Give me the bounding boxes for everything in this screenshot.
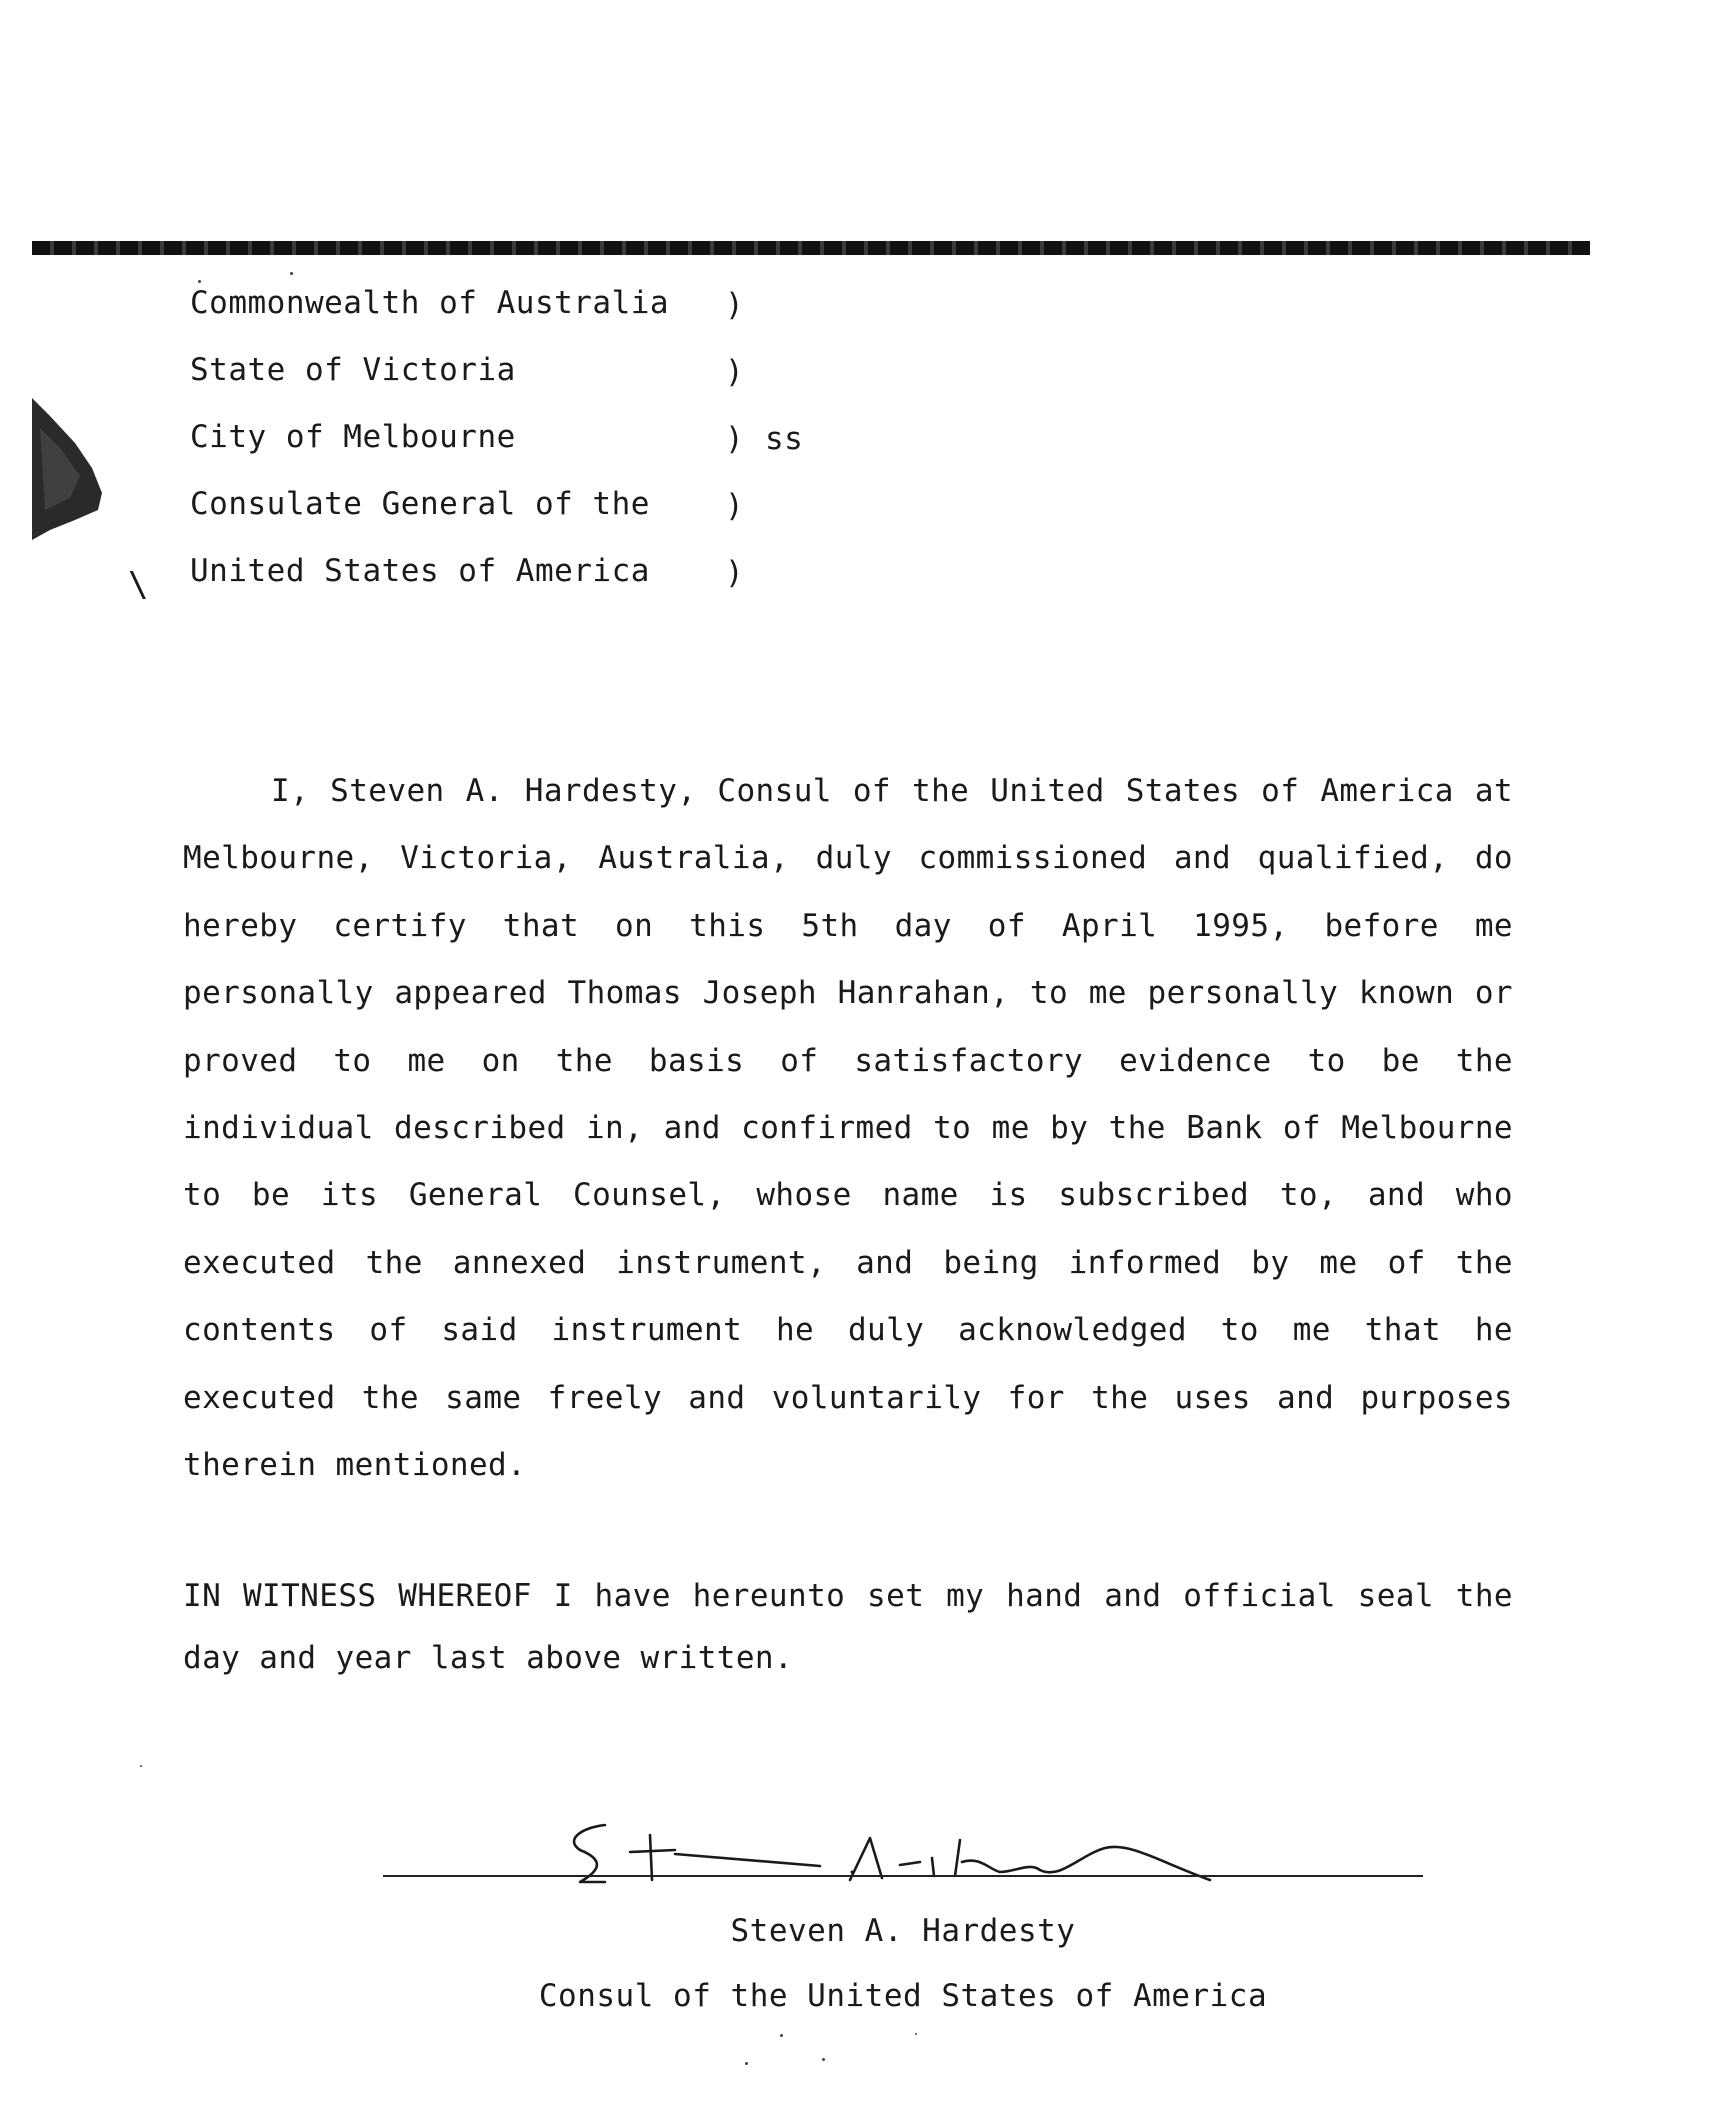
certificate-body: I, Steven A. Hardesty, Consul of the United States of America at Melbourne, Victoria, Australia, duly commissioned and qualified, do hereby certify that on this 5th day of April 1995, before me personally appeared Thomas Joseph Hanrahan, to me personally known or proved to me on the basis of satisfactory evidence to be the individual described in, and confirmed to me by the Bank of Melbourne to be its General Counsel, whose name is subscribed to, and who executed the annexed instrument, and being informed by me of the contents of said instrument he duly acknowledged to me that he executed the same freely and voluntarily for the uses and purposes therein mentioned. [183,773,1513,1484]
venue-paren: ) [725,287,745,323]
venue-text: Commonwealth of Australia [190,285,670,321]
venue-block [190,283,910,618]
venue-line [190,283,910,350]
venue-text: Consulate General of the [190,486,650,522]
venue-text: City of Melbourne [190,419,516,455]
scan-speck [822,2058,825,2061]
venue-line [190,350,910,417]
venue-paren: ) [725,555,745,591]
scan-speck [915,2033,917,2035]
witness-clause: IN WITNESS WHEREOF I have hereunto set my hand and official seal the day and year last above written. [183,1578,1513,1676]
venue-line [190,417,910,484]
signer-name: Steven A. Hardesty [730,1913,1076,1949]
venue-text: United States of America [190,553,650,589]
scan-blot [30,398,105,540]
handwritten-signature [560,1810,1280,1900]
margin-mark: \ [128,565,149,605]
scan-speck [290,272,293,275]
venue-text: State of Victoria [190,352,516,388]
venue-paren: ) [725,488,745,524]
scan-speck [140,1765,142,1767]
scan-speck [780,2034,783,2037]
venue-line [190,551,910,618]
scan-speck [198,280,201,283]
venue-paren: ) [725,354,745,390]
venue-line [190,484,910,551]
signature-line [383,1875,1423,1877]
signer-title: Consul of the United States of America [538,1978,1268,2014]
scan-speck [745,2062,748,2065]
top-border-rule [32,241,1590,255]
venue-paren: ) [725,421,745,457]
venue-ss: ss [765,421,804,457]
